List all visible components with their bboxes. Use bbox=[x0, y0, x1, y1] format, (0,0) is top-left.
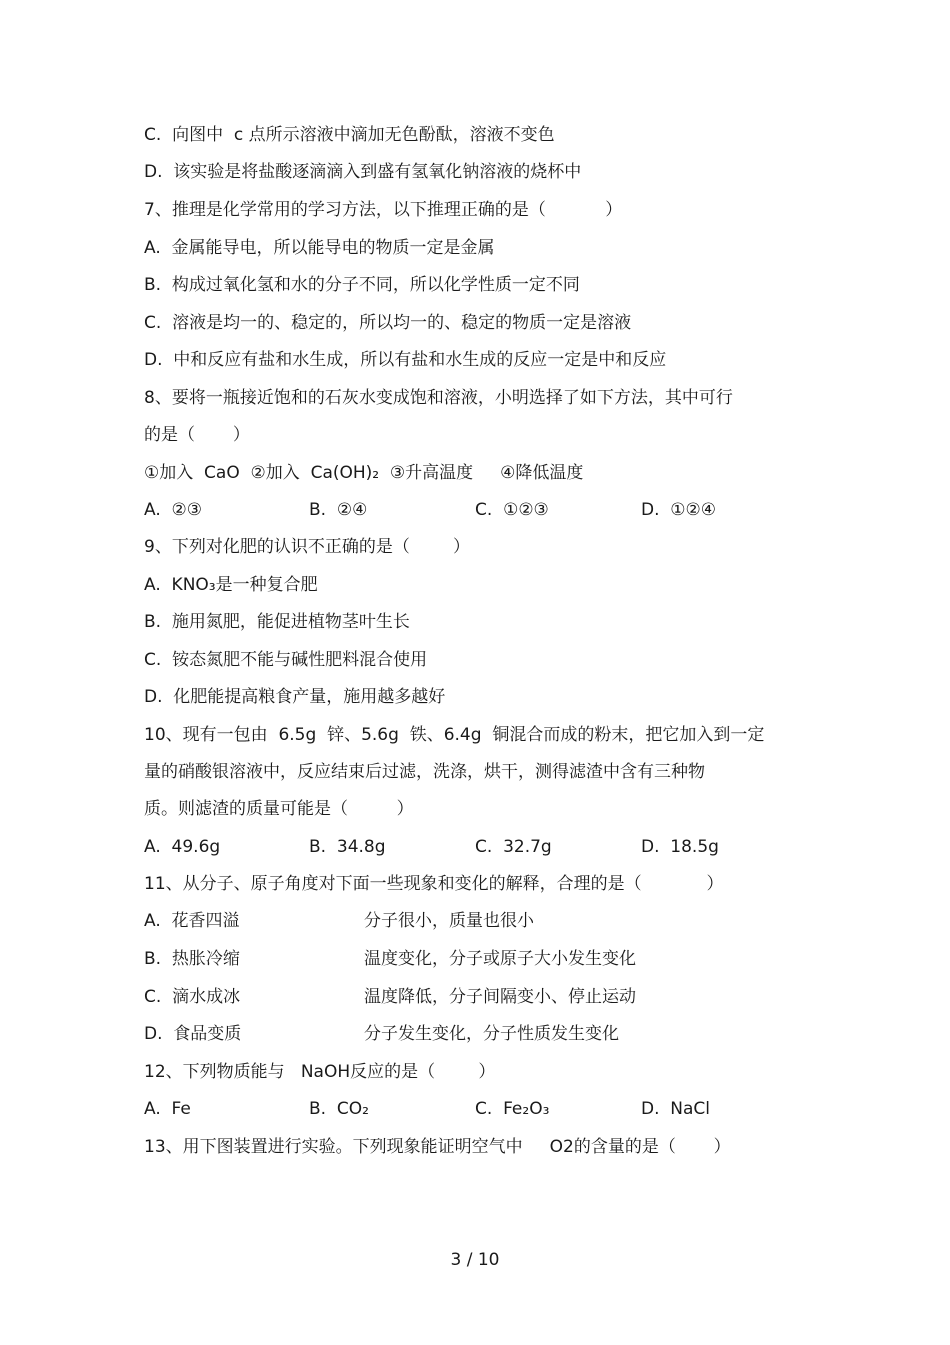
q11-option-b: B. 热胀冷缩 bbox=[144, 949, 240, 969]
q11-option-a-explain: 分子很小，质量也很小 bbox=[364, 911, 534, 931]
q10-stem-line1: 10、现有一包由 6.5g 锌、5.6g 铁、6.4g 铜混合而成的粉末，把它加入到一定 bbox=[144, 725, 765, 745]
q11-option-d-row bbox=[144, 1023, 844, 1045]
q8-methods: ①加入 CaO ②加入 Ca(OH)₂ ③升高温度 ④降低温度 bbox=[144, 463, 584, 483]
q10-stem-line3: 质。则滤渣的质量可能是（ ） bbox=[144, 799, 414, 819]
q10-option-a: A. 49.6g bbox=[144, 837, 221, 857]
q6-option-c: C. 向图中 c 点所示溶液中滴加无色酚酞，溶液不变色 bbox=[144, 125, 555, 145]
q11-option-a: A. 花香四溢 bbox=[144, 911, 240, 931]
q10-stem-line2: 量的硝酸银溶液中，反应结束后过滤，洗涤，烘干，测得滤渣中含有三种物 bbox=[144, 762, 705, 782]
q8-option-b: B. ②④ bbox=[309, 500, 368, 520]
q13-stem: 13、用下图装置进行实验。下列现象能证明空气中 O2的含量的是（ ） bbox=[144, 1137, 731, 1157]
q7-option-d: D. 中和反应有盐和水生成，所以有盐和水生成的反应一定是中和反应 bbox=[144, 350, 667, 370]
q11-option-b-row bbox=[144, 948, 844, 970]
q11-option-d: D. 食品变质 bbox=[144, 1024, 242, 1044]
q10-option-d: D. 18.5g bbox=[641, 837, 719, 857]
q10-option-b: B. 34.8g bbox=[309, 837, 386, 857]
q9-option-c: C. 铵态氮肥不能与碱性肥料混合使用 bbox=[144, 650, 428, 670]
q7-option-a: A. 金属能导电，所以能导电的物质一定是金属 bbox=[144, 238, 495, 258]
q11-stem: 11、从分子、原子角度对下面一些现象和变化的解释，合理的是（ ） bbox=[144, 874, 724, 894]
q10-option-c: C. 32.7g bbox=[475, 837, 552, 857]
q12-option-a: A. Fe bbox=[144, 1099, 191, 1119]
q7-option-b: B. 构成过氧化氢和水的分子不同，所以化学性质一定不同 bbox=[144, 275, 580, 295]
q9-option-d: D. 化肥能提高粮食产量，施用越多越好 bbox=[144, 687, 446, 707]
q10-options bbox=[144, 836, 844, 858]
q8-option-d: D. ①②④ bbox=[641, 500, 717, 520]
q8-option-a: A. ②③ bbox=[144, 500, 203, 520]
q11-option-a-row bbox=[144, 910, 844, 932]
q11-option-b-explain: 温度变化，分子或原子大小发生变化 bbox=[364, 949, 636, 969]
q8-options bbox=[144, 499, 844, 521]
q9-option-a: A. KNO₃是一种复合肥 bbox=[144, 575, 318, 595]
q7-stem: 7、推理是化学常用的学习方法，以下推理正确的是（ ） bbox=[144, 200, 623, 220]
q6-option-d: D. 该实验是将盐酸逐滴滴入到盛有氢氧化钠溶液的烧杯中 bbox=[144, 162, 582, 182]
q11-option-c-explain: 温度降低，分子间隔变小、停止运动 bbox=[364, 987, 636, 1007]
q12-stem: 12、下列物质能与 NaOH反应的是（ ） bbox=[144, 1062, 496, 1082]
q12-option-b: B. CO₂ bbox=[309, 1099, 369, 1119]
q9-stem: 9、下列对化肥的认识不正确的是（ ） bbox=[144, 537, 471, 557]
q8-stem-line1: 8、要将一瓶接近饱和的石灰水变成饱和溶液，小明选择了如下方法，其中可行 bbox=[144, 388, 733, 408]
page-number: 3 / 10 bbox=[450, 1250, 500, 1270]
q11-option-c: C. 滴水成冰 bbox=[144, 987, 241, 1007]
q7-option-c: C. 溶液是均一的、稳定的，所以均一的、稳定的物质一定是溶液 bbox=[144, 313, 632, 333]
q9-option-b: B. 施用氮肥，能促进植物茎叶生长 bbox=[144, 612, 410, 632]
q11-option-d-explain: 分子发生变化，分子性质发生变化 bbox=[364, 1024, 619, 1044]
q8-stem-line2: 的是（ ） bbox=[144, 425, 250, 445]
q12-option-c: C. Fe₂O₃ bbox=[475, 1099, 550, 1119]
q8-option-c: C. ①②③ bbox=[475, 500, 549, 520]
q12-option-d: D. NaCl bbox=[641, 1099, 711, 1119]
q12-options bbox=[144, 1098, 844, 1120]
q11-option-c-row bbox=[144, 986, 844, 1008]
